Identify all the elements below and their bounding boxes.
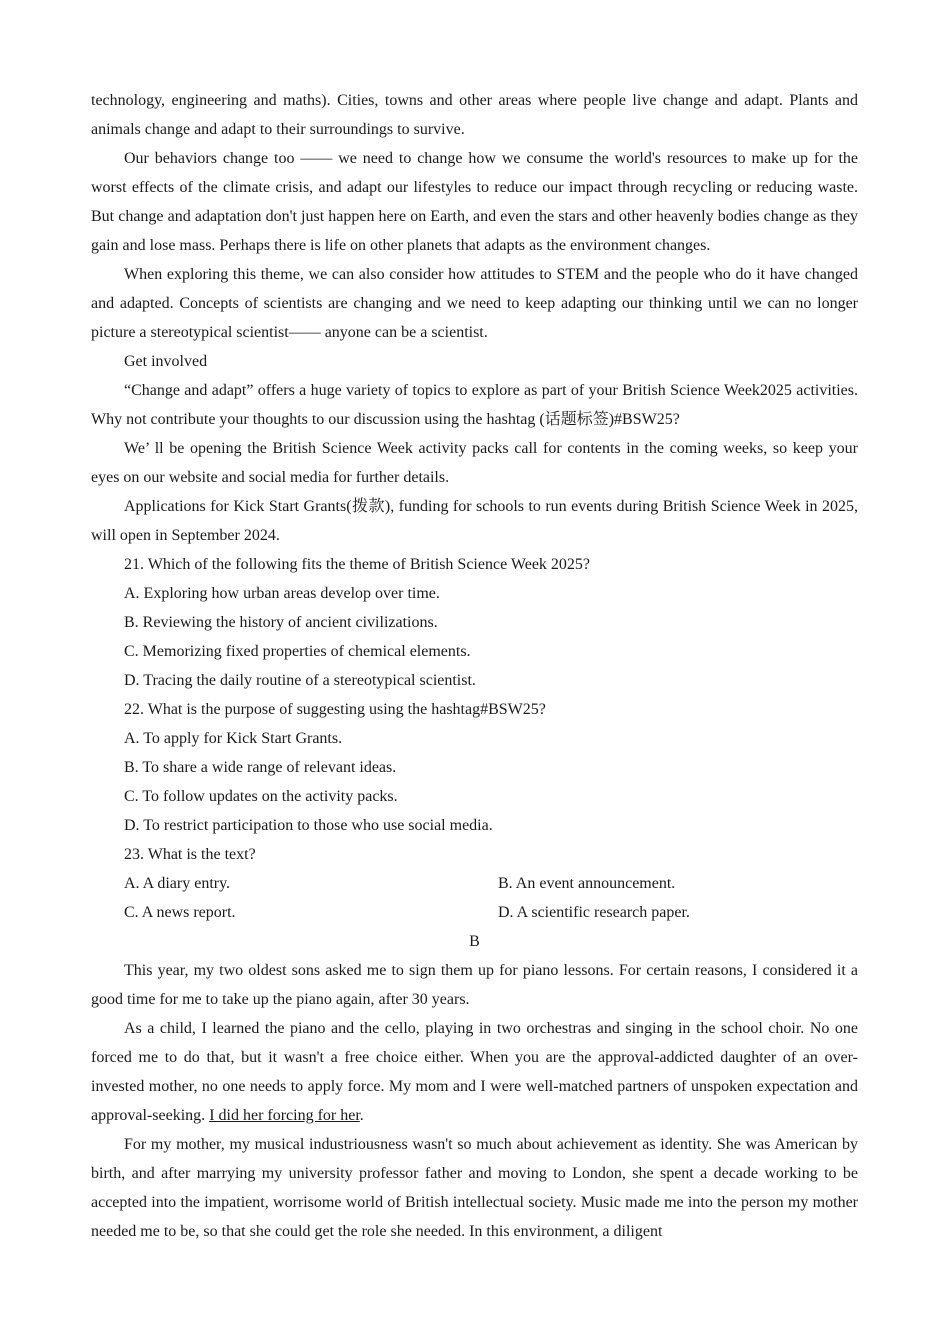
question-23-option-d: D. A scientific research paper. xyxy=(498,904,690,921)
question-22-stem: 22. What is the purpose of suggesting using the hashtag#BSW25? xyxy=(124,701,546,718)
passage-b-label: B xyxy=(469,933,480,950)
passage-a-paragraph-6: Applications for Kick Start Grants(拨款), funding for schools to run events during British Science Week in 2025, will open in September 2024. xyxy=(91,498,858,544)
question-22-option-a: A. To apply for Kick Start Grants. xyxy=(124,730,343,747)
question-22-option-d: D. To restrict participation to those who use social media. xyxy=(124,817,493,834)
question-23-option-a: A. A diary entry. xyxy=(124,875,231,892)
question-21-option-c: C. Memorizing fixed properties of chemical elements. xyxy=(124,643,471,660)
section-heading-get-involved: Get involved xyxy=(124,353,208,370)
passage-b-paragraph-1: This year, my two oldest sons asked me to sign them up for piano lessons. For certain reasons, I considered it a good time for me to take up the piano again, after 30 years. xyxy=(91,962,858,1008)
passage-b-paragraph-2-text: As a child, I learned the piano and the cello, playing in two orchestras and singing in the school choir. No one forced me to do that, but it wasn't a free choice either. When you are the approval-addicted daughter of an over-invested mother, no one needs to apply force. My mom and I were well-matched partners of unspoken expectation and approval-seeking. xyxy=(91,1020,858,1124)
question-21-option-b: B. Reviewing the history of ancient civilizations. xyxy=(124,614,438,631)
passage-a-paragraph-2: Our behaviors change too —— we need to change how we consume the world's resources to make up for the worst effects of the climate crisis, and adapt our lifestyles to reduce our impact through recycling or reducing waste. But change and adaptation don't just happen here on Earth, and even the stars and other heavenly bodies change as they gain and lose mass. Perhaps there is life on other planets that adapts as the environment changes. xyxy=(91,150,858,254)
passage-a-paragraph-5: We’ ll be opening the British Science Week activity packs call for contents in the coming weeks, so keep your eyes on our website and social media for further details. xyxy=(91,440,858,486)
passage-b-paragraph-2-end: . xyxy=(359,1107,364,1124)
question-21-option-d: D. Tracing the daily routine of a stereotypical scientist. xyxy=(124,672,476,689)
question-21-option-a: A. Exploring how urban areas develop over time. xyxy=(124,585,440,602)
document-page xyxy=(91,86,858,1246)
underlined-phrase: I did her forcing for her xyxy=(209,1107,360,1124)
passage-a-paragraph-1: technology, engineering and maths). Cities, towns and other areas where people live change and adapt. Plants and animals change and adapt to their surroundings to survive. xyxy=(91,92,858,138)
question-23-options-row-1 xyxy=(91,869,858,898)
passage-b-paragraph-2 xyxy=(91,1014,858,1130)
passage-a-paragraph-4: “Change and adapt” offers a huge variety of topics to explore as part of your British Science Week2025 activities. Why not contribute your thoughts to our discussion using the hashtag (话题标签)#BSW25? xyxy=(91,382,858,428)
passage-a-paragraph-3: When exploring this theme, we can also consider how attitudes to STEM and the people who do it have changed and adapted. Concepts of scientists are changing and we need to keep adapting our thinking until we can no longer picture a stereotypical scientist—— anyone can be a scientist. xyxy=(91,266,858,341)
question-23-options-row-2 xyxy=(91,898,858,927)
question-23-stem: 23. What is the text? xyxy=(124,846,256,863)
question-22-option-b: B. To share a wide range of relevant ideas. xyxy=(124,759,397,776)
question-23-option-b: B. An event announcement. xyxy=(498,875,676,892)
passage-b-paragraph-3: For my mother, my musical industriousness wasn't so much about achievement as identity. She was American by birth, and after marrying my university professor father and moving to London, she spent a decade working to be accepted into the impatient, worrisome world of British intellectual society. Music made me into the person my mother needed me to be, so that she could get the role she needed. In this environment, a diligent xyxy=(91,1136,858,1240)
question-22-option-c: C. To follow updates on the activity packs. xyxy=(124,788,398,805)
question-23-option-c: C. A news report. xyxy=(124,904,236,921)
question-21-stem: 21. Which of the following fits the theme of British Science Week 2025? xyxy=(124,556,591,573)
